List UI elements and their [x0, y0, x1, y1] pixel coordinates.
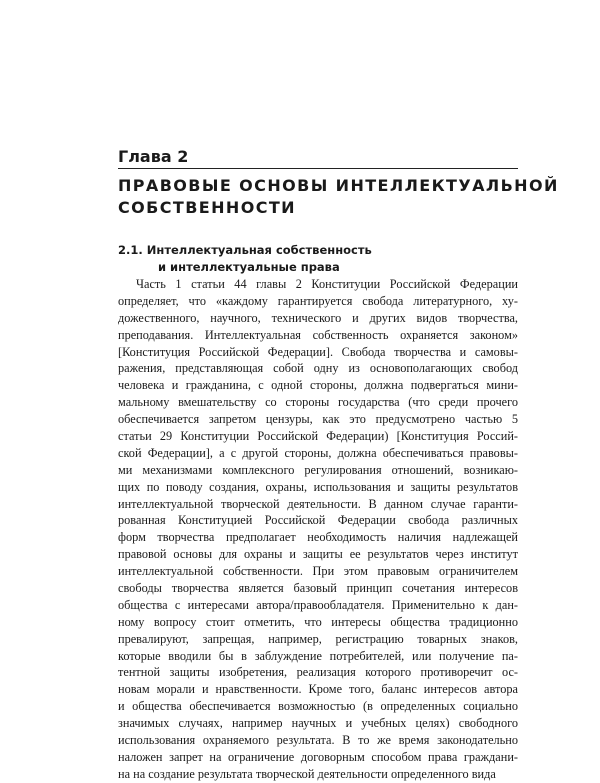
paragraph-line: интеллектуальной творческой деятельности. В данном случае гаранти-: [118, 496, 518, 511]
body-paragraph: [118, 276, 518, 783]
paragraph-line: человека и гражданина, с одной стороны, должна подвергаться мини-: [118, 378, 518, 393]
paragraph-line: ской Федерации], а с другой стороны, должна обеспечиваться правовы-: [118, 445, 518, 460]
paragraph-line: обеспечивается запретом цензуры, как это предусмотрено частью 5: [118, 412, 518, 427]
paragraph-line: тентной защиты изобретения, реализация которого противоречит ос-: [118, 665, 518, 680]
paragraph-line: рованная Конституцией Российской Федерации свобода различных: [118, 513, 518, 528]
paragraph-line: мальному вмешательству со стороны государства (что среди прочего: [118, 395, 518, 410]
paragraph-line: ми механизмами комплексного регулирования отношений, возникаю-: [118, 462, 518, 477]
paragraph-line: новам морали и нравственности. Кроме того, баланс интересов автора: [118, 682, 518, 697]
chapter-title-line: ПРАВОВЫЕ ОСНОВЫ ИНТЕЛЛЕКТУАЛЬНОЙ: [118, 176, 559, 195]
paragraph-line: преподавания. Интеллектуальная собственность охраняется законом»: [118, 327, 518, 342]
paragraph-line: щих по поводу создания, охраны, использования и защиты результатов: [118, 479, 518, 494]
chapter-divider: [118, 168, 518, 169]
paragraph-line: интеллектуальной собственности. При этом правовым ограничителем: [118, 564, 518, 579]
paragraph-line: ражения, представляющая собой одну из основополагающих свобод: [118, 361, 518, 376]
chapter-label: Глава 2: [118, 147, 189, 166]
section-heading-line: 2.1. Интеллектуальная собственность: [118, 243, 372, 257]
paragraph-line: общества с интересами автора/правообладателя. Применительно к дан-: [118, 597, 518, 612]
paragraph-line: дожественного, научного, технического и других видов творчества,: [118, 310, 518, 325]
paragraph-line: превалируют, запрещая, например, регистрацию товарных знаков,: [118, 631, 518, 646]
section-heading: [118, 242, 518, 276]
paragraph-line: которые вводили бы в заблуждение потребителей, или получение па-: [118, 648, 518, 663]
paragraph-line: ному вопросу стоит отметить, что интересы общества традиционно: [118, 614, 518, 629]
paragraph-line: использования охраняемого результата. В то же время законодательно: [118, 733, 518, 748]
paragraph-line: статьи 29 Конституции Российской Федерации) [Конституция Россий-: [118, 429, 518, 444]
paragraph-line: [Конституция Российской Федерации]. Свобода творчества и самовы-: [118, 344, 518, 359]
chapter-title: [118, 175, 559, 219]
section-heading-line: и интеллектуальные права: [158, 260, 340, 274]
paragraph-line: на на создание результата творческой деятельности определенного вида: [118, 766, 496, 781]
paragraph-line: определяет, что «каждому гарантируется свобода литературного, ху-: [118, 293, 518, 308]
paragraph-line: Часть 1 статьи 44 главы 2 Конституции Российской Федерации: [136, 277, 518, 291]
paragraph-line: наложен запрет на ограничение договорным способом права граждани-: [118, 749, 518, 764]
paragraph-line: свободы творчества является базовый принцип сочетания интересов: [118, 581, 518, 596]
book-page: [118, 0, 559, 781]
paragraph-line: и общества обеспечивается возможностью (в определенных социально: [118, 699, 518, 714]
paragraph-line: форм творчества предполагает необходимость наличия надлежащей: [118, 530, 518, 545]
chapter-title-line: СОБСТВЕННОСТИ: [118, 198, 296, 217]
paragraph-line: правовой основы для охраны и защиты ее результатов через институт: [118, 547, 518, 562]
paragraph-line: значимых случаях, например научных и учебных целях) свободного: [118, 716, 518, 731]
